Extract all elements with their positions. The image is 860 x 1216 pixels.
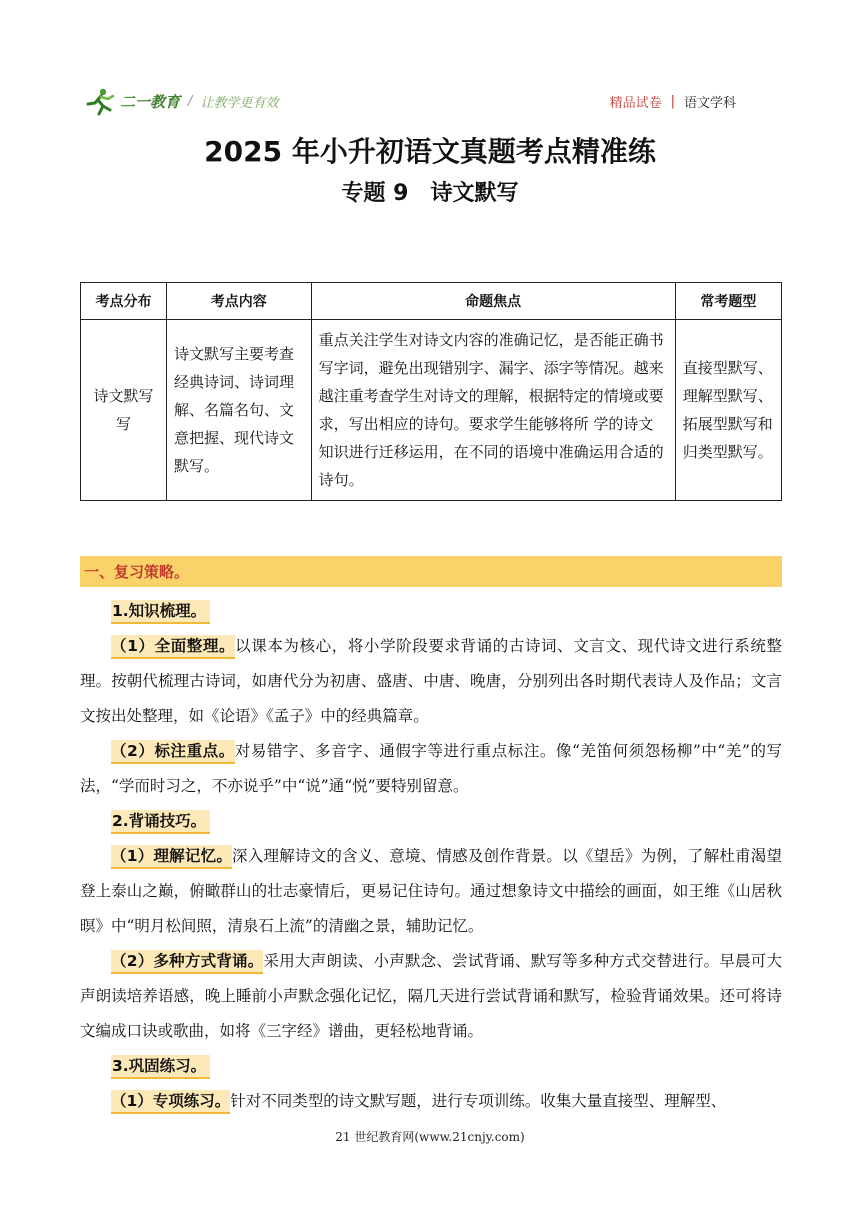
subheading-text: 2.背诵技巧。 [111,810,210,834]
subheading-text: 3.巩固练习。 [111,1055,210,1079]
paragraph-text: 对易错字、多音字、通假字等进行重点标注。像“羌笛何须怨杨柳”中“羌”的写法，“学而时习之，不亦说乎”中“说”通“悦”要特别留意。 [80,742,782,795]
header-tags [610,92,736,111]
paragraph [80,734,782,804]
page-title: 2025 年小升初语文真题考点精准练 [204,135,656,168]
paragraph-text: 深入理解诗文的含义、意境、情感及创作背景。以《望岳》为例，了解杜甫渴望登上泰山之巅，俯瞰群山的壮志豪情后，更易记住诗句。通过想象诗文中描绘的画面，如王维《山居秋暝》中“明月松间照，清泉石上流”的清幽之景，辅助记忆。 [80,847,782,935]
subject-label: 语文学科 [683,96,736,111]
brand-logo [84,86,278,116]
cell-distribution: 诗文默写写 [81,320,167,501]
table-header-cell: 命题焦点 [311,283,675,320]
subheading-recitation [80,804,782,839]
table-header-row [81,283,782,320]
table-row [81,320,782,501]
header-divider: | [670,94,675,109]
subheading-knowledge [80,594,782,629]
paragraph [80,839,782,944]
section-banner [80,556,782,587]
section-title: 一、复习策略。 [84,563,190,581]
page-subtitle: 专题 9 诗文默写 [341,181,519,206]
review-strategy-body [80,594,782,1119]
paragraph-text: 采用大声朗读、小声默念、尝试背诵、默写等多种方式交替进行。早晨可大声朗读培养语感，晚上睡前小声默念强化记忆，隔几天进行尝试背诵和默写，检验背诵效果。还可将诗文编成口诀或歌曲，如将《三字经》谱曲，更轻松地背诵。 [80,952,782,1040]
paragraph [80,629,782,734]
point-label: （2）标注重点。 [111,740,235,764]
subheading-practice [80,1049,782,1084]
page-footer: 21 世纪教育网(www.21cnjy.com) [335,1130,525,1144]
table-header-cell: 考点分布 [81,283,167,320]
running-figure-icon [84,86,118,116]
logo-text: 二一教育 [120,92,181,111]
quality-label: 精品试卷 [609,96,662,111]
subheading-text: 1.知识梳理。 [111,600,210,624]
cell-types: 直接型默写、理解型默写、拓展型默写和归类型默写。 [675,320,781,501]
table-header-cell: 常考题型 [675,283,781,320]
page-header [84,80,776,120]
logo-slogan: 让教学更有效 [200,95,279,111]
cell-content: 诗文默写主要考查经典诗词、诗词理解、名篇名句、文意把握、现代诗文默写。 [166,320,311,501]
paragraph-text: 针对不同类型的诗文默写题，进行专项训练。收集大量直接型、理解型、 [230,1092,727,1110]
logo-separator: / [188,93,193,109]
point-label: （2）多种方式背诵。 [111,950,263,974]
cell-focus: 重点关注学生对诗文内容的准确记忆，是否能正确书写字词，避免出现错别字、漏字、添字等情况。越来越注重考查学生对诗文的理解，根据特定的情境或要求，写出相应的诗句。要求学生能够将所 学的诗文知识进行迁移运用，在不同的语境中准确运用合适的诗句。 [311,320,675,501]
exam-point-table [80,282,782,501]
paragraph-text: 以课本为核心，将小学阶段要求背诵的古诗词、文言文、现代诗文进行系统整理。按朝代梳理古诗词，如唐代分为初唐、盛唐、中唐、晚唐，分别列出各时期代表诗人及作品；文言文按出处整理，如《论语》《孟子》中的经典篇章。 [80,637,782,725]
point-label: （1）理解记忆。 [111,845,232,869]
table-header-cell: 考点内容 [166,283,311,320]
point-label: （1）专项练习。 [111,1090,230,1114]
point-label: （1）全面整理。 [111,635,235,659]
paragraph [80,944,782,1049]
paragraph [80,1084,782,1119]
